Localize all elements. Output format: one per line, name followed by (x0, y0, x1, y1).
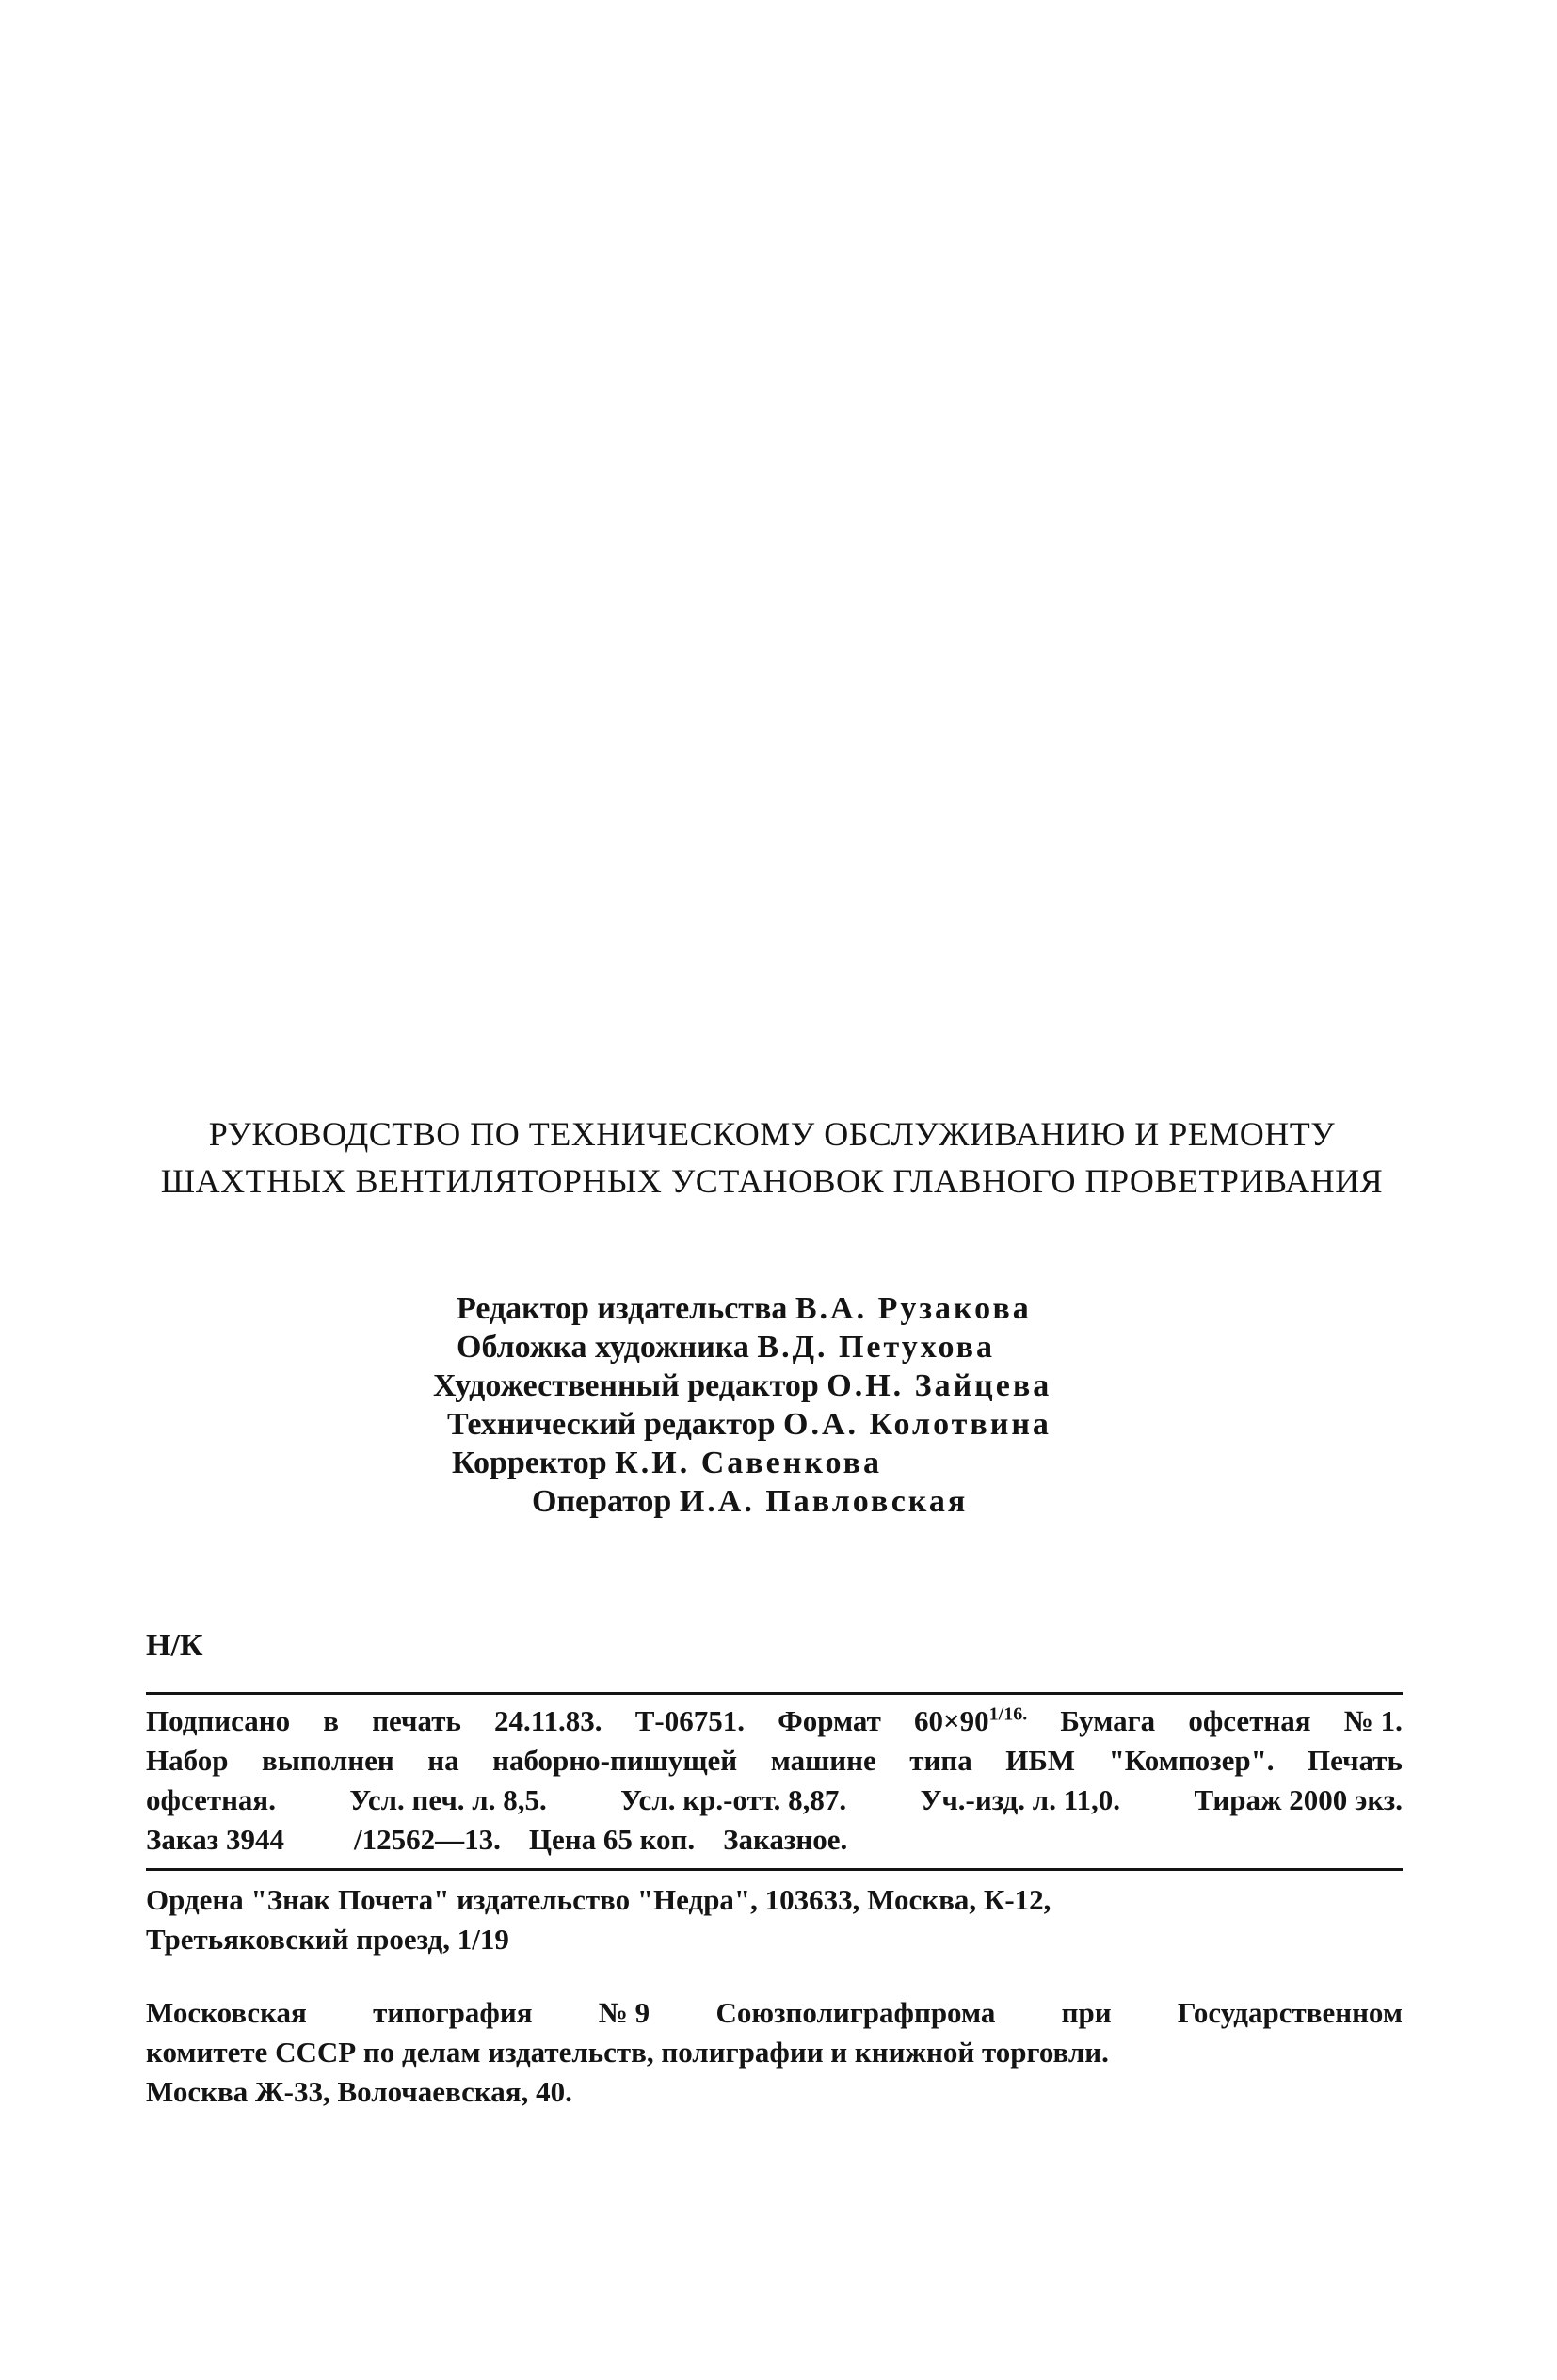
typography-line-3: Москва Ж-33, Волочаевская, 40. (146, 2075, 572, 2108)
word: Тираж 2000 экз. (1194, 1783, 1403, 1816)
credit-name: О.Н. Зайцева (827, 1368, 1052, 1403)
book-title-line-1: РУКОВОДСТВО ПО ТЕХНИЧЕСКОМУ ОБСЛУЖИВАНИЮ И РЕМОНТУ (208, 1115, 1336, 1153)
word: "Композер". (1108, 1744, 1275, 1777)
format-fraction: 1/16. (988, 1703, 1028, 1725)
nk-mark: Н/К (146, 1628, 203, 1663)
word: при (1061, 1996, 1112, 2029)
credit-role: Оператор (532, 1484, 672, 1519)
word: Набор (146, 1744, 229, 1777)
book-title (141, 1110, 1403, 1205)
word: Цена 65 коп. (528, 1823, 696, 1856)
credit-role: Обложка художника (457, 1330, 749, 1365)
word: Государственном (1177, 1996, 1403, 2029)
publisher-line-2: Третьяковский проезд, 1/19 (146, 1923, 509, 1956)
word: 60×90 (914, 1704, 989, 1737)
word: /12562—13. (353, 1823, 501, 1856)
print-info-block (146, 1701, 1403, 1860)
typography-line-1 (146, 1993, 1403, 2033)
word: Усл. кр.-отт. 8,87. (620, 1783, 847, 1816)
print-info-line-3 (146, 1781, 1403, 1820)
credit-name: К.И. Савенкова (615, 1446, 882, 1480)
word: в (323, 1704, 340, 1737)
credit-name: О.А. Колотвина (783, 1407, 1051, 1442)
credit-role: Художественный редактор (433, 1368, 819, 1403)
credit-name: В.А. Рузакова (795, 1291, 1032, 1326)
word: офсетная (1188, 1704, 1311, 1737)
credit-role: Технический редактор (447, 1407, 776, 1442)
divider-rule-bottom (146, 1868, 1403, 1871)
word: Печать (1308, 1744, 1403, 1777)
word: № 9 (598, 1996, 650, 2029)
print-info-line-4 (146, 1820, 1403, 1860)
credit-role: Корректор (452, 1446, 607, 1480)
credit-name: И.А. Павловская (679, 1484, 969, 1519)
credit-line (457, 1289, 1172, 1328)
credits-list (414, 1289, 1130, 1521)
word: Усл. печ. л. 8,5. (349, 1783, 547, 1816)
print-info-line-1 (146, 1701, 1403, 1741)
word: Бумага (1060, 1704, 1156, 1737)
format-value (914, 1701, 1027, 1741)
typography-block (146, 1993, 1403, 2112)
word: № 1. (1343, 1704, 1403, 1737)
credit-line (532, 1482, 1247, 1521)
word: Подписано (146, 1704, 291, 1737)
credit-line (457, 1328, 1172, 1366)
publisher-block (146, 1880, 1403, 1959)
credit-line (433, 1366, 1148, 1405)
word: типа (909, 1744, 972, 1777)
credit-role: Редактор издательства (457, 1291, 788, 1326)
word: на (427, 1744, 459, 1777)
credit-name: В.Д. Петухова (757, 1330, 995, 1365)
word: ИБМ (1005, 1744, 1076, 1777)
word: Московская (146, 1996, 307, 2029)
credit-line (447, 1405, 1163, 1444)
book-title-line-2: ШАХТНЫХ ВЕНТИЛЯТОРНЫХ УСТАНОВОК ГЛАВНОГО ПРОВЕТРИВАНИЯ (160, 1162, 1384, 1200)
print-info-line-2 (146, 1741, 1403, 1781)
typography-line-2: комитете СССР по делам издательств, полиграфии и книжной торговли. (146, 2036, 1109, 2069)
word: Заказное. (723, 1823, 848, 1856)
word: типография (373, 1996, 533, 2029)
word: Т-06751. (634, 1704, 745, 1737)
publisher-line-1: Ордена "Знак Почета" издательство "Недра", 103633, Москва, К-12, (146, 1883, 1051, 1916)
word: офсетная. (146, 1783, 276, 1816)
divider-rule-top (146, 1692, 1403, 1695)
word: 24.11.83. (494, 1704, 602, 1737)
credit-line (452, 1444, 1167, 1482)
word: выполнен (261, 1744, 394, 1777)
word: машине (770, 1744, 876, 1777)
word: Уч.-изд. л. 11,0. (920, 1783, 1120, 1816)
word: наборно-пишущей (492, 1744, 738, 1777)
word: печать (372, 1704, 461, 1737)
word: Формат (778, 1704, 881, 1737)
word: Союзполиграфпрома (715, 1996, 996, 2029)
word: Заказ 3944 (146, 1823, 284, 1856)
